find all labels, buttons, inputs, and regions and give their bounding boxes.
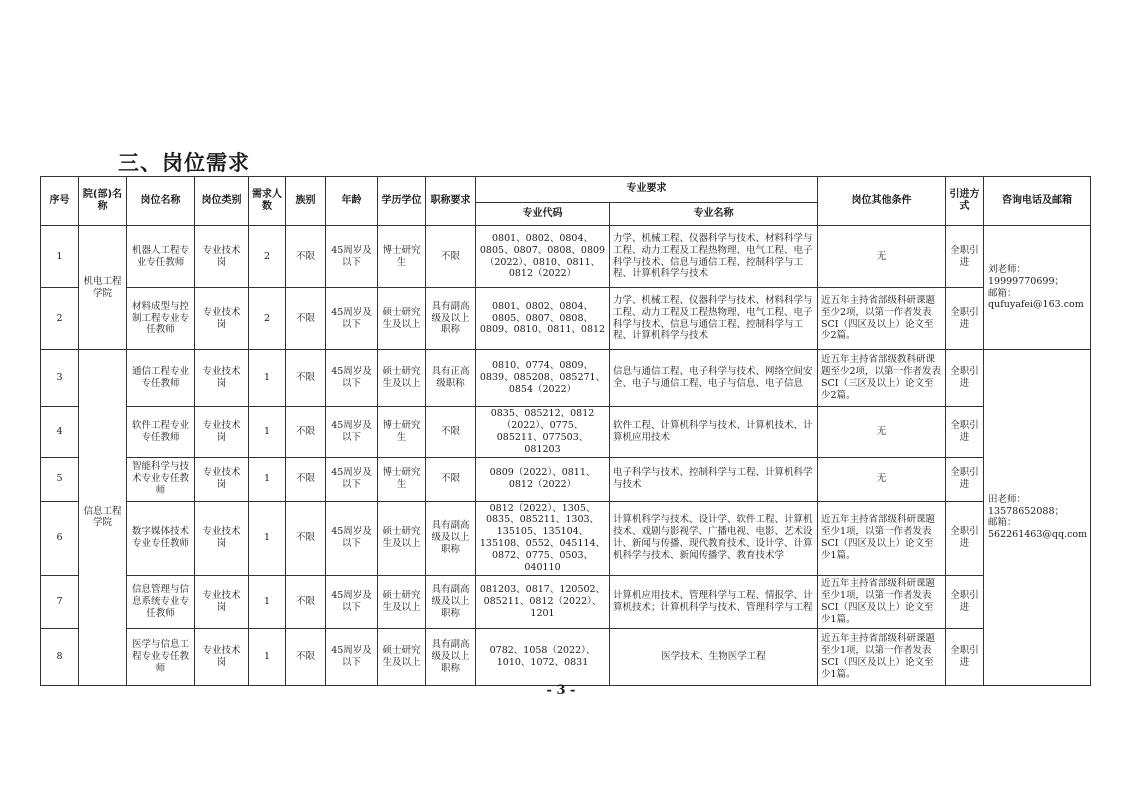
- header-major-name: 专业名称: [610, 203, 818, 226]
- cell-count: 1: [249, 501, 286, 575]
- cell-count: 1: [249, 407, 286, 458]
- header-major: 专业要求: [476, 177, 818, 203]
- cell-ethnic: 不限: [286, 628, 326, 685]
- cell-seq: 7: [41, 575, 79, 628]
- cell-rank: 不限: [426, 407, 476, 458]
- contact-email-label: 邮箱：: [988, 517, 1017, 529]
- header-major-code: 专业代码: [476, 203, 610, 226]
- cell-major-name: 力学、机械工程、仪器科学与技术、材料科学与工程、动力工程及工程热物理、电气工程、电子科学与技术、信息与通信工程、控制科学与工程、计算机科学与技术: [610, 288, 818, 350]
- cell-seq: 4: [41, 407, 79, 458]
- cell-intro: 全职引进: [946, 575, 984, 628]
- header-category: 岗位类别: [195, 177, 249, 226]
- cell-intro: 全职引进: [946, 628, 984, 685]
- cell-age: 45周岁及以下: [326, 628, 378, 685]
- cell-ethnic: 不限: [286, 288, 326, 350]
- cell-major-code: 0835、085212、0812（2022）、0775、085211、077503、081203: [476, 407, 610, 458]
- cell-major-name: 医学技术、生物医学工程: [610, 628, 818, 685]
- cell-rank: 不限: [426, 457, 476, 501]
- cell-ethnic: 不限: [286, 407, 326, 458]
- section-title: 三、岗位需求: [118, 151, 250, 175]
- cell-seq: 3: [41, 350, 79, 407]
- cell-category: 专业技术岗: [195, 501, 249, 575]
- cell-seq: 8: [41, 628, 79, 685]
- page-number: - 3 -: [546, 683, 576, 698]
- table-row: [41, 457, 1091, 501]
- cell-count: 1: [249, 350, 286, 407]
- cell-major-code: 081203、0817、120502、085211、0812（2022）、1201: [476, 575, 610, 628]
- header-ethnic: 族别: [286, 177, 326, 226]
- cell-count: 1: [249, 628, 286, 685]
- cell-seq: 6: [41, 501, 79, 575]
- cell-college: 信息工程学院: [79, 350, 127, 686]
- cell-category: 专业技术岗: [195, 350, 249, 407]
- cell-position: 信息管理与信息系统专业专任教师: [127, 575, 195, 628]
- contact-phone: 19999770699；: [988, 275, 1064, 287]
- cell-major-code: 0782、1058（2022）、1010、1072、0831: [476, 628, 610, 685]
- cell-category: 专业技术岗: [195, 288, 249, 350]
- cell-major-name: 计算机科学与技术、设计学、软件工程、计算机技术、戏剧与影视学、广播电视、电影、艺术设计、新闻与传播、现代教育技术、设计学、计算机科学与技术、新闻传播学、教育技术学: [610, 501, 818, 575]
- contact-email: qufuyafei@163.com: [988, 299, 1084, 311]
- cell-ethnic: 不限: [286, 226, 326, 288]
- position-requirements-table: [40, 176, 1091, 686]
- cell-position: 医学与信息工程专业专任教师: [127, 628, 195, 685]
- table-row: [41, 226, 1091, 288]
- cell-intro: 全职引进: [946, 407, 984, 458]
- cell-ethnic: 不限: [286, 501, 326, 575]
- contact-name: 田老师：: [988, 493, 1027, 505]
- cell-education: 硕士研究生及以上: [378, 628, 426, 685]
- cell-category: 专业技术岗: [195, 407, 249, 458]
- cell-major-code: 0801、0802、0804、0805、0807、0808、0809（2022）、0810、0811、0812（2022）: [476, 226, 610, 288]
- cell-intro: 全职引进: [946, 457, 984, 501]
- table-row: [41, 288, 1091, 350]
- cell-major-code: 0810、0774、0809、0839、085208、085271、0854（2022）: [476, 350, 610, 407]
- cell-rank: 具有副高级及以上职称: [426, 501, 476, 575]
- cell-education: 硕士研究生及以上: [378, 501, 426, 575]
- contact-email-label: 邮箱：: [988, 287, 1017, 299]
- cell-position: 材料成型与控制工程专业专任教师: [127, 288, 195, 350]
- cell-category: 专业技术岗: [195, 628, 249, 685]
- table-row: [41, 575, 1091, 628]
- cell-rank: 具有正高级职称: [426, 350, 476, 407]
- cell-rank: 具有副高级及以上职称: [426, 628, 476, 685]
- cell-seq: 5: [41, 457, 79, 501]
- cell-contact: [984, 350, 1091, 686]
- cell-major-code: 0801、0802、0804、0805、0807、0808、0809、0810、0811、0812: [476, 288, 610, 350]
- cell-other: 近五年主持省部级科研课题至少2项，以第一作者发表SCI（四区及以上）论文至少2篇。: [818, 288, 946, 350]
- cell-count: 2: [249, 226, 286, 288]
- cell-major-code: 0809（2022）、0811、0812（2022）: [476, 457, 610, 501]
- cell-age: 45周岁及以下: [326, 226, 378, 288]
- table-row: [41, 628, 1091, 685]
- cell-age: 45周岁及以下: [326, 575, 378, 628]
- cell-age: 45周岁及以下: [326, 288, 378, 350]
- cell-category: 专业技术岗: [195, 457, 249, 501]
- cell-college: 机电工程学院: [79, 226, 127, 350]
- cell-major-name: 电子科学与技术、控制科学与工程、计算机科学与技术: [610, 457, 818, 501]
- cell-major-name: 力学、机械工程、仪器科学与技术、材料科学与工程、动力工程及工程热物理、电气工程、电子科学与技术、信息与通信工程、控制科学与工程、计算机科学与技术: [610, 226, 818, 288]
- header-other: 岗位其他条件: [818, 177, 946, 226]
- cell-position: 通信工程专业专任教师: [127, 350, 195, 407]
- cell-other: 近五年主持省部级教科研课题至少2项，以第一作者发表SCI（三区及以上）论文至少2篇。: [818, 350, 946, 407]
- cell-count: 1: [249, 575, 286, 628]
- cell-age: 45周岁及以下: [326, 457, 378, 501]
- cell-position: 数字媒体技术专业专任教师: [127, 501, 195, 575]
- cell-intro: 全职引进: [946, 350, 984, 407]
- cell-age: 45周岁及以下: [326, 350, 378, 407]
- cell-other: 无: [818, 407, 946, 458]
- cell-education: 硕士研究生及以上: [378, 350, 426, 407]
- cell-other: 近五年主持省部级科研课题至少1项，以第一作者发表SCI（四区及以上）论文至少1篇。: [818, 575, 946, 628]
- cell-ethnic: 不限: [286, 457, 326, 501]
- cell-intro: 全职引进: [946, 226, 984, 288]
- cell-major-name: 计算机应用技术、管理科学与工程、情报学、计算机技术；计算机科学与技术、管理科学与工程: [610, 575, 818, 628]
- cell-seq: 2: [41, 288, 79, 350]
- cell-major-code: 0812（2022）、1305、0835、085211、1303、135105、135104、135108、0552、045114、0872、0775、0503、040110: [476, 501, 610, 575]
- cell-category: 专业技术岗: [195, 226, 249, 288]
- cell-major-name: 软件工程、计算机科学与技术、计算机技术、计算机应用技术: [610, 407, 818, 458]
- header-position: 岗位名称: [127, 177, 195, 226]
- cell-age: 45周岁及以下: [326, 407, 378, 458]
- contact-phone: 13578652088；: [988, 505, 1064, 517]
- cell-other: 无: [818, 457, 946, 501]
- header-seq: 序号: [41, 177, 79, 226]
- header-education: 学历学位: [378, 177, 426, 226]
- cell-rank: 不限: [426, 226, 476, 288]
- cell-count: 2: [249, 288, 286, 350]
- cell-other: 无: [818, 226, 946, 288]
- cell-intro: 全职引进: [946, 288, 984, 350]
- cell-intro: 全职引进: [946, 501, 984, 575]
- cell-seq: 1: [41, 226, 79, 288]
- cell-other: 近五年主持省部级科研课题至少1项，以第一作者发表SCI（四区及以上）论文至少1篇。: [818, 628, 946, 685]
- cell-position: 智能科学与技术专业专任教师: [127, 457, 195, 501]
- cell-position: 软件工程专业专任教师: [127, 407, 195, 458]
- cell-education: 博士研究生: [378, 457, 426, 501]
- contact-name: 刘老师：: [988, 263, 1027, 275]
- header-contact: 咨询电话及邮箱: [984, 177, 1091, 226]
- header-rank: 职称要求: [426, 177, 476, 226]
- cell-education: 博士研究生: [378, 226, 426, 288]
- cell-ethnic: 不限: [286, 350, 326, 407]
- table-row: [41, 350, 1091, 407]
- cell-other: 近五年主持省部级科研课题至少1项，以第一作者发表SCI（四区及以上）论文至少1篇。: [818, 501, 946, 575]
- cell-ethnic: 不限: [286, 575, 326, 628]
- cell-position: 机器人工程专业专任教师: [127, 226, 195, 288]
- header-intro: 引进方式: [946, 177, 984, 226]
- cell-age: 45周岁及以下: [326, 501, 378, 575]
- cell-major-name: 信息与通信工程、电子科学与技术、网络空间安全、电子与通信工程、电子与信息、电子信息: [610, 350, 818, 407]
- header-age: 年龄: [326, 177, 378, 226]
- cell-count: 1: [249, 457, 286, 501]
- cell-education: 博士研究生: [378, 407, 426, 458]
- cell-contact: [984, 226, 1091, 350]
- cell-rank: 具有副高级及以上职称: [426, 575, 476, 628]
- table-row: [41, 407, 1091, 458]
- cell-category: 专业技术岗: [195, 575, 249, 628]
- cell-rank: 具有副高级及以上职称: [426, 288, 476, 350]
- cell-education: 硕士研究生及以上: [378, 575, 426, 628]
- header-college: 院(部)名称: [79, 177, 127, 226]
- cell-education: 硕士研究生及以上: [378, 288, 426, 350]
- contact-email: 562261463@qq.com: [988, 529, 1088, 541]
- table-row: [41, 501, 1091, 575]
- header-count: 需求人数: [249, 177, 286, 226]
